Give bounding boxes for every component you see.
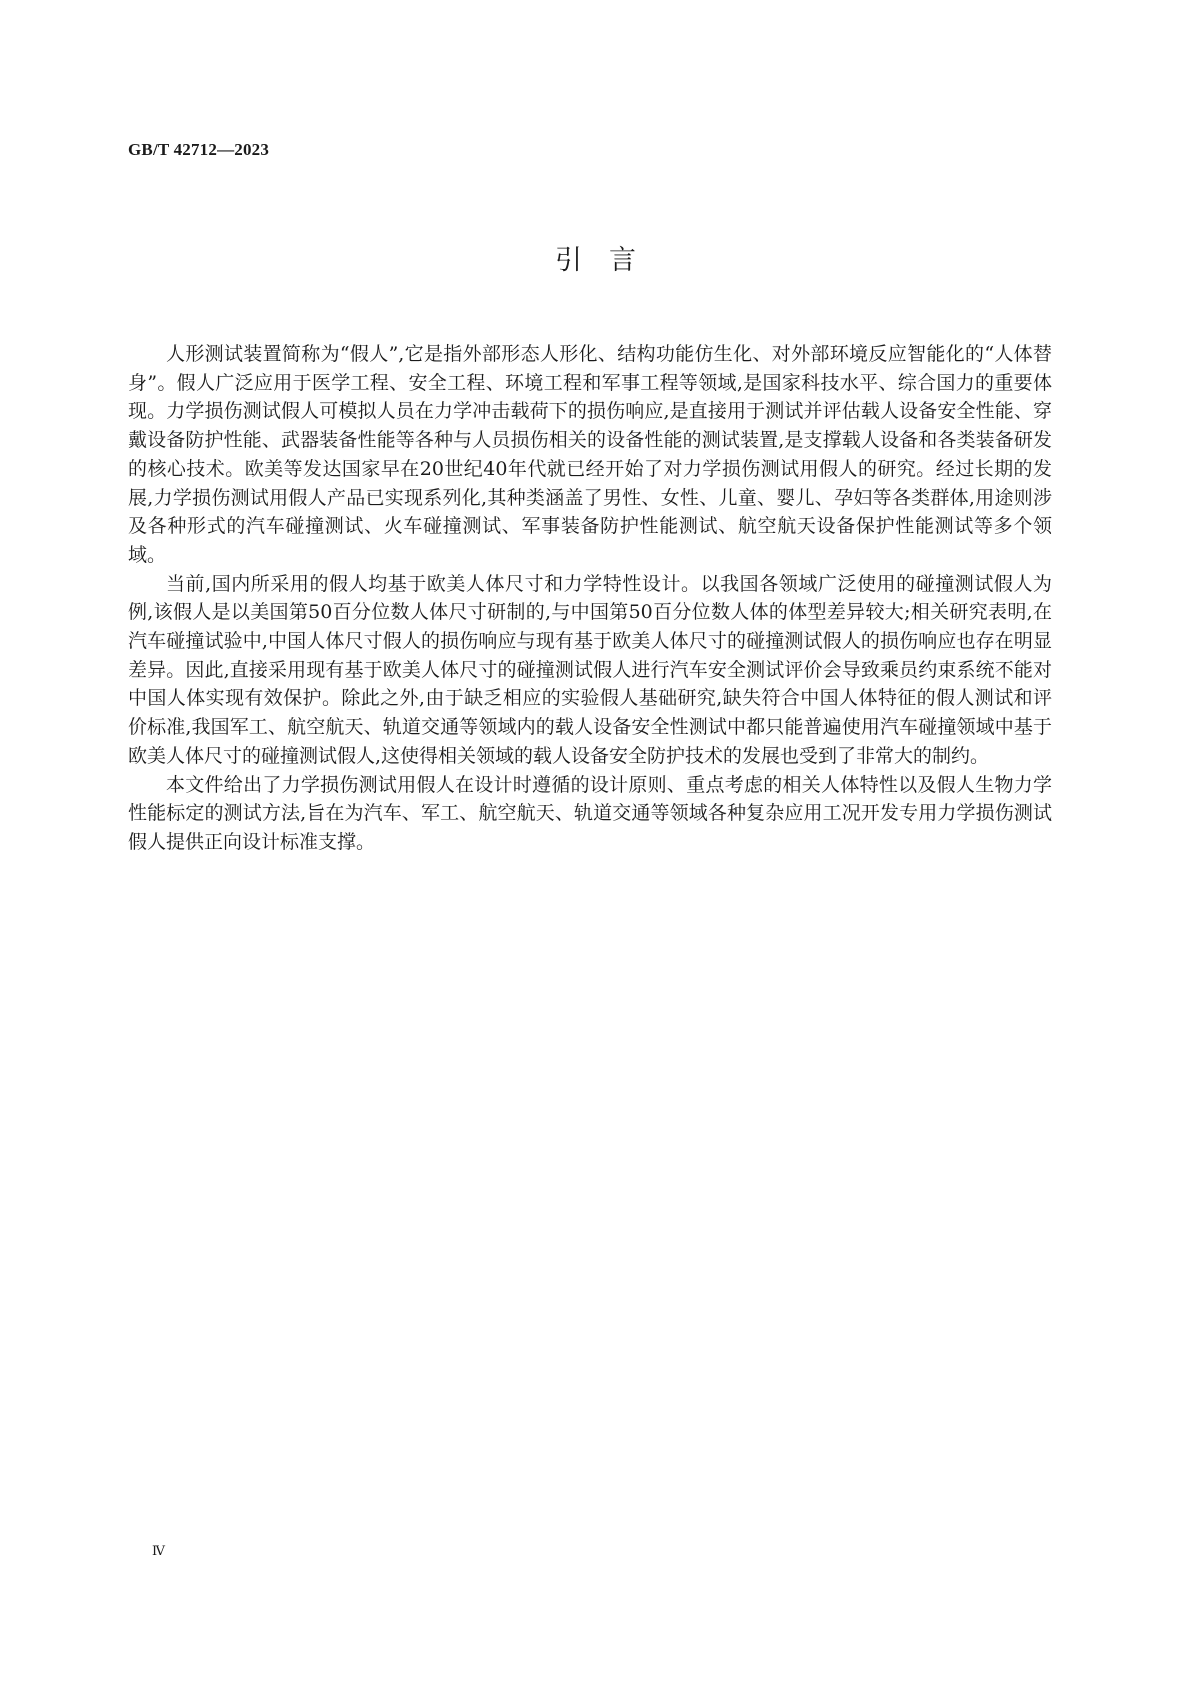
paragraph-3: 本文件给出了力学损伤测试用假人在设计时遵循的设计原则、重点考虑的相关人体特性以及假人生物力学性能标定的测试方法,旨在为汽车、军工、航空航天、轨道交通等领域各种复杂应用工况开发专用力学损伤测试假人提供正向设计标准支撑。 — [128, 773, 1052, 853]
page-number: Ⅳ — [152, 1543, 165, 1558]
body-text — [128, 340, 1052, 857]
paragraph-1: 人形测试装置简称为“假人”,它是指外部形态人形化、结构功能仿生化、对外部环境反应智能化的“人体替身”。假人广泛应用于医学工程、安全工程、环境工程和军事工程等领域,是国家科技水平、综合国力的重要体现。力学损伤测试假人可模拟人员在力学冲击载荷下的损伤响应,是直接用于测试并评估载人设备安全性能、穿戴设备防护性能、武器装备性能等各种与人员损伤相关的设备性能的测试装置,是支撑载人设备和各类装备研发的核心技术。欧美等发达国家早在20世纪40年代就已经开始了对力学损伤测试用假人的研究。经过长期的发展,力学损伤测试用假人产品已实现系列化,其种类涵盖了男性、女性、儿童、婴儿、孕妇等各类群体,用途则涉及各种形式的汽车碰撞测试、火车碰撞测试、军事装备防护性能测试、航空航天设备保护性能测试等多个领域。 — [128, 343, 1052, 566]
paragraph-2: 当前,国内所采用的假人均基于欧美人体尺寸和力学特性设计。以我国各领域广泛使用的碰撞测试假人为例,该假人是以美国第50百分位数人体尺寸研制的,与中国第50百分位数人体的体型差异较大;相关研究表明,在汽车碰撞试验中,中国人体尺寸假人的损伤响应与现有基于欧美人体尺寸的碰撞测试假人的损伤响应也存在明显差异。因此,直接采用现有基于欧美人体尺寸的碰撞测试假人进行汽车安全测试评价会导致乘员约束系统不能对中国人体实现有效保护。除此之外,由于缺乏相应的实验假人基础研究,缺失符合中国人体特征的假人测试和评价标准,我国军工、航空航天、轨道交通等领域内的载人设备安全性测试中都只能普遍使用汽车碰撞领域中基于欧美人体尺寸的碰撞测试假人,这使得相关领域的载人设备安全防护技术的发展也受到了非常大的制约。 — [128, 572, 1052, 767]
standard-code: GB/T 42712—2023 — [128, 140, 270, 159]
page-title: 引 言 — [555, 245, 636, 276]
